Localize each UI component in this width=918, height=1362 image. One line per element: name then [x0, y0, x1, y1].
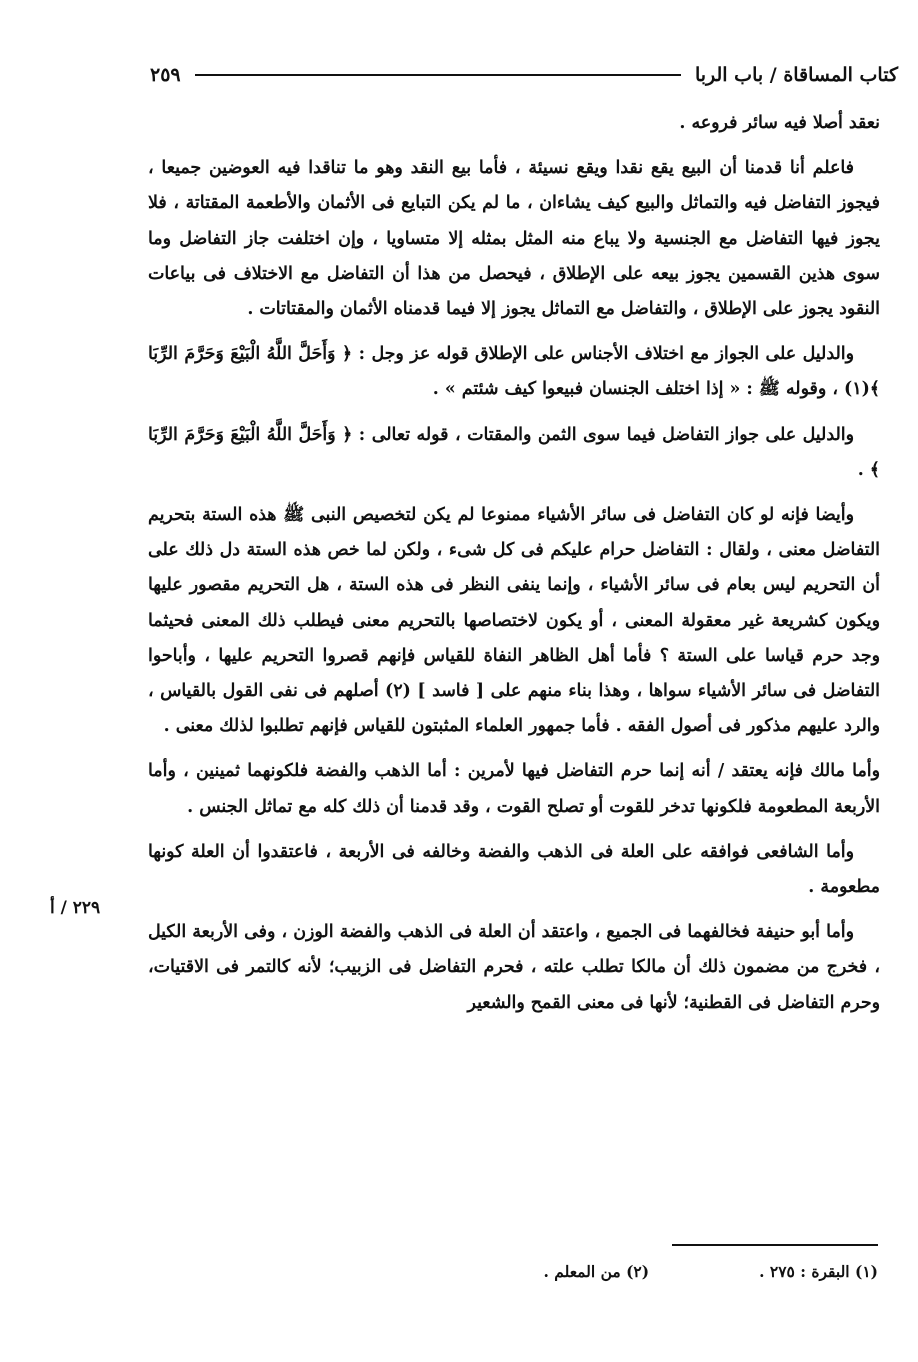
header-title: كتاب المساقاة / باب الربا: [694, 64, 898, 86]
paragraph: نعقد أصلا فيه سائر فروعه .: [679, 113, 880, 133]
footnote-rule: [672, 1244, 878, 1246]
paragraph: وأيضا فإنه لو كان التفاضل فى سائر الأشياء ممنوعا لم يكن لتخصيص النبى ﷺ هذه الستة بتحريم التفاضل معنى ، ولقال : التفاضل حرام عليكم فى كل شىء ، ولكن لما خص هذه الستة دل ذلك على أن التحريم ليس بعام فى سائر الأشياء ، وإنما ينفى النظر فى هذه الستة ، هل التحريم مقصور عليها ويكون كشريعة غير معقولة المعنى ، أو يكون لاختصاصها بالتحريم معنى فيطلب ذلك المعنى فحيثما وجد حرم قياسا على الستة ؟ فأما أهل الظاهر النفاة للقياس فإنهم قصروا التحريم عليها ، وأباحوا التفاضل فى سائر الأشياء سواها ، وهذا بناء منهم على [ فاسد ] (٢) أصلهم فى نفى القول بالقياس ، والرد عليهم مذكور فى أصول الفقه . فأما جمهور العلماء المثبتون للقياس فإنهم تطلبوا لذلك معنى .: [148, 505, 880, 737]
paragraph: وأما الشافعى فوافقه على العلة فى الذهب والفضة وخالفه فى الأربعة ، فاعتقدوا أن العلة كونها مطعومة .: [148, 841, 880, 898]
paragraph: وأما مالك فإنه يعتقد / أنه إنما حرم التفاضل فيها لأمرين : أما الذهب والفضة فلكونهما ثمينين ، وأما الأربعة المطعومة فلكونها تدخر للقوت أو تصلح القوت ، وقد قدمنا أن ذلك كله مع تماثل الجنس .: [148, 761, 880, 817]
footnote-2: (٢) من المعلم .: [543, 1262, 650, 1281]
paragraph: والدليل على الجواز مع اختلاف الأجناس على الإطلاق قوله عز وجل : ﴿ وَأَحَلَّ اللَّهُ الْبَيْعَ وَحَرَّمَ الرِّبَا ﴾(١) ، وقوله ﷺ : « إذا اختلف الجنسان فبيعوا كيف شئتم » .: [148, 344, 880, 400]
footnote-1: (١) البقرة : ٢٧٥ .: [759, 1262, 878, 1281]
header-rule: [195, 74, 681, 76]
paragraph: وأما أبو حنيفة فخالفهما فى الجميع ، واعتقد أن العلة فى الذهب والفضة الوزن ، وفى الأربعة الكيل ، فخرج من مضمون ذلك أن مالكا تطلب علته ، فحرم التفاضل فى الزبيب؛ لأنه كالتمر فى الاقتيات، وحرم التفاضل فى القطنية؛ لأنها فى معنى القمح والشعير: [148, 922, 880, 1013]
page-number: ٢٥٩: [150, 64, 181, 86]
body-text: [148, 106, 880, 1031]
paragraph: فاعلم أنا قدمنا أن البيع يقع نقدا ويقع نسيئة ، فأما بيع النقد وهو ما تناقدا فيه العوضين جميعا ، فيجوز التفاضل فيه والتماثل والبيع كيف يشاءان ، ما لم يكن التبايع فى الأثمان والأطعمة المقتاتة ، فلا يجوز فيها التفاضل مع الجنسية ولا يباع منه المثل بمثله إلا متساويا ، وإن اختلفت جاز التفاضل وما سوى هذين القسمين يجوز بيعه على الإطلاق ، فيحصل من هذا أن التفاضل مع الاختلاف فى بياعات النقود يجوز على الإطلاق ، والتفاضل مع التماثل يجوز إلا فيما قدمناه الأثمان والمقتاتات .: [148, 158, 880, 320]
paragraph: والدليل على جواز التفاضل فيما سوى الثمن والمقتات ، قوله تعالى : ﴿ وَأَحَلَّ اللَّهُ الْبَيْعَ وَحَرَّمَ الرِّبَا ﴾ .: [148, 424, 880, 480]
footnotes: [380, 1262, 878, 1281]
margin-folio-note: ٢٢٩ / أ: [50, 898, 101, 918]
running-header: [150, 58, 898, 92]
